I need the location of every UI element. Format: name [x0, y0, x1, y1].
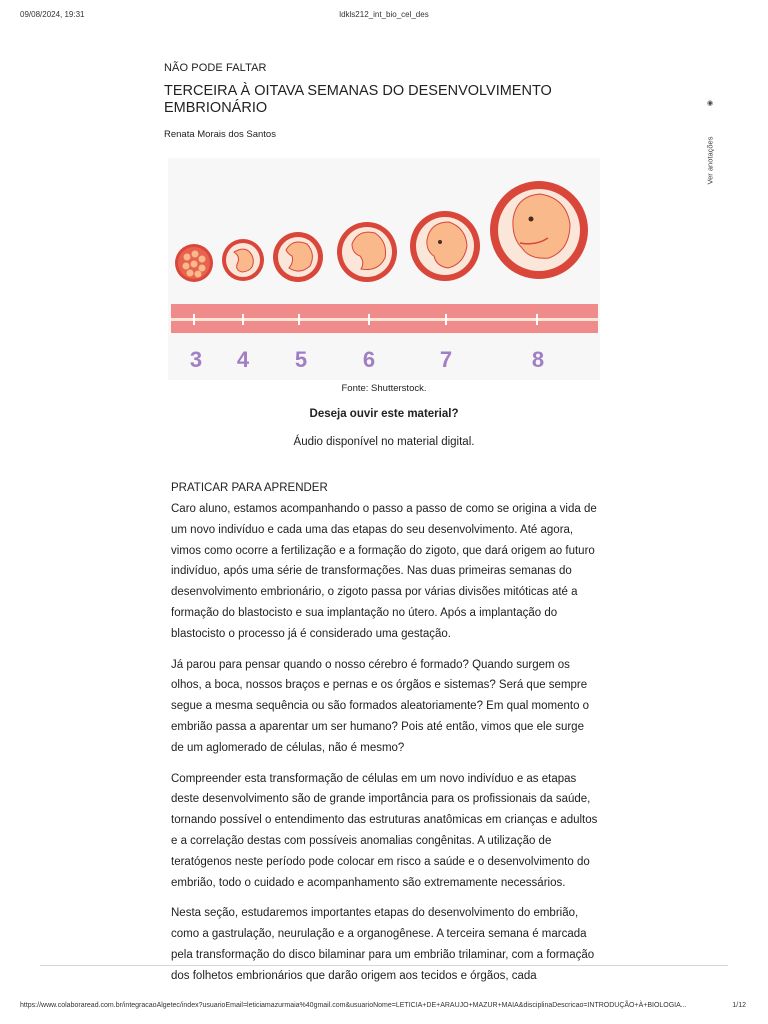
week-label-5: 5: [294, 347, 308, 372]
embryo-week-6: [337, 222, 397, 282]
print-document-title: ldkls212_int_bio_cel_des: [339, 10, 429, 19]
author-name: Renata Morais dos Santos: [164, 129, 276, 140]
page-number: 1/12: [732, 1002, 746, 1009]
body-paragraph-3: Compreender esta transformação de células em um novo indivíduo e as etapas deste desenvolvimento são de grande importância para os profissionais da saúde, tornando possível o entendimento das estruturas anatômicas em crianças e adultos e a correlação destas com possíveis anomalias congênitas. A utilização de teratógenos neste período pode colocar em risco a saúde e o desenvolvimento do embrião, todo o cuidado e acompanhamento são extremamente necessários.: [171, 772, 598, 889]
embryo-week-8: [490, 181, 588, 279]
footer-divider: [40, 965, 728, 966]
week-label-7: 7: [439, 347, 453, 372]
body-paragraph-4: Nesta seção, estudaremos importantes etapas do desenvolvimento do embrião, como a gastrulação, neurulação e a organogênese. A terceira semana é marcada pela transformação do disco bilaminar para um embrião trilaminar, com a formação dos folhetos embrionários que darão origem aos tecidos e órgãos, cada: [171, 907, 595, 982]
page-title: TERCEIRA À OITAVA SEMANAS DO DESENVOLVIMENTO EMBRIONÁRIO: [164, 83, 552, 116]
annotations-label: Ver anotações: [705, 136, 715, 185]
section-kicker: NÃO PODE FALTAR: [164, 62, 267, 74]
article-body: [171, 479, 599, 982]
annotations-toggle[interactable]: [703, 100, 717, 190]
print-footer: [20, 1002, 748, 1014]
embryo-week-4: [222, 239, 264, 281]
body-paragraph-1: Caro aluno, estamos acompanhando o passo a passo de como se origina a vida de um novo indivíduo e cada uma das etapas do seu desenvolvimento. Até agora, vimos como ocorre a fertilização e a formação do zigoto, que dará origem ao futuro indivíduo, após uma série de transformações. Nas duas primeiras semanas do desenvolvimento embrionário, o zigoto passa por várias divisões mitóticas até a formação do blastocisto e sua implantação no útero. Após a implantação do blastocisto o processo já é considerado uma gestação.: [171, 503, 597, 640]
section-heading: PRATICAR PARA APRENDER: [171, 482, 328, 494]
embryo-development-figure: [168, 158, 600, 380]
timeline-band: [171, 304, 598, 333]
print-url: https://www.colaboraread.com.br/integracaoAlgetec/index?usuarioEmail=leticiamazurmaia%40gmail.com&usuarioNome=LETICIA+DE+ARAUJO+MAZUR+MAIA&disciplinaDescricao=INTRODUÇÃO+À+BIOLOGIA...: [20, 1002, 687, 1009]
week-label-6: 6: [362, 347, 376, 372]
audio-heading: Deseja ouvir este material?: [309, 408, 459, 420]
embryo-week-3: [175, 244, 213, 282]
print-date: 09/08/2024, 19:31: [20, 10, 85, 19]
print-header: [20, 10, 748, 22]
body-paragraph-2: Já parou para pensar quando o nosso cérebro é formado? Quando surgem os olhos, a boca, nossos braços e pernas e os órgãos e sistemas? Será que sempre segue a mesma sequência ou são formados aleatoriamente? Em qual momento o embrião passa a aparentar um ser humano? Pois até então, vimos que ele surge de um aglomerado de células, não é mesmo?: [171, 658, 590, 754]
embryo-week-5: [273, 232, 323, 282]
week-label-3: 3: [189, 347, 203, 372]
audio-note: Áudio disponível no material digital.: [293, 436, 475, 448]
embryo-week-7: [410, 211, 480, 281]
embryo-illustration: [168, 158, 600, 380]
eye-icon: ◉: [706, 100, 714, 107]
week-label-4: 4: [236, 347, 250, 372]
week-label-8: 8: [531, 347, 545, 372]
figure-caption: Fonte: Shutterstock.: [341, 383, 427, 394]
